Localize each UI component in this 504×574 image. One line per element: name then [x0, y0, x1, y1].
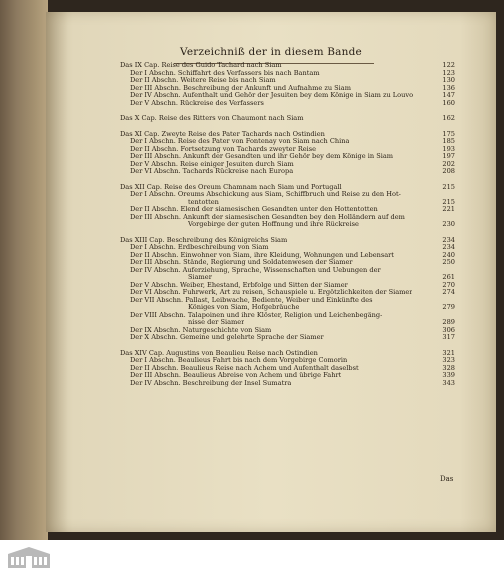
toc-gap: [120, 176, 455, 184]
toc-section: [120, 221, 455, 229]
toc-section: [120, 244, 455, 252]
toc-gap: [120, 123, 455, 131]
toc-page-number: 202: [442, 159, 455, 168]
toc-page-number: 328: [442, 363, 455, 372]
toc-entry-label: Das X Cap. Reise des Ritters von Chaumont nach Siam: [120, 115, 304, 122]
toc-section: [120, 327, 455, 335]
toc-page-number: 250: [442, 258, 455, 266]
toc-entry-label: Der V Abschn. Rückreise des Verfassers: [130, 99, 264, 107]
toc-section: [120, 153, 455, 161]
toc-entry-label: nisse der Siamer: [188, 319, 245, 326]
toc-page-number: 185: [442, 137, 455, 145]
toc-entry-label: Der IV Abschn. Aufenthalt und Gehör der Jesuiten bey dem Könige in Siam zu Louvo: [130, 92, 414, 99]
toc-page-number: 160: [442, 98, 455, 107]
toc-entry-label: Der I Abschn. Oreums Abschickung aus Siam, Schiffbruch und Reise zu den Hot-: [130, 191, 401, 198]
toc-section: [120, 334, 455, 342]
toc-section: [120, 199, 455, 207]
table-of-contents: [120, 62, 455, 387]
toc-entry-label: Der X Abschn. Gemeine und gelehrte Sprache der Siamer: [130, 334, 324, 341]
toc-entry-label: Der II Abschn. Fortsetzung von Tachards zweyter Reise: [130, 145, 317, 153]
toc-page-number: 147: [442, 91, 455, 99]
toc-entry-label: Der IV Abschn. Auferziehung, Sprache, Wissenschaften und Uebungen der: [130, 266, 381, 274]
toc-page-number: 306: [442, 325, 455, 334]
toc-section: [120, 70, 455, 78]
toc-entry-label: tentotten: [188, 198, 219, 206]
toc-entry-label: Das XI Cap. Zweyte Reise des Pater Tachards nach Ostindien: [120, 130, 325, 138]
toc-section: [120, 319, 455, 327]
toc-section: [120, 357, 455, 365]
toc-page-number: 234: [442, 235, 455, 244]
toc-entry-label: Der III Abschn. Ankunft der siamesischen Gesandten bey den Holländern auf dem: [130, 213, 405, 221]
toc-section: [120, 206, 455, 214]
toc-entry-label: Königes von Siam, Hofgebräuche: [188, 304, 300, 311]
toc-page-number: 175: [442, 129, 455, 138]
book-spine: [0, 0, 48, 540]
toc-section: [120, 267, 455, 275]
toc-section: [120, 304, 455, 312]
toc-entry-label: Siamer: [188, 274, 212, 281]
toc-section: [120, 214, 455, 222]
toc-section: [120, 274, 455, 282]
toc-page-number: 289: [442, 318, 455, 326]
toc-chapter: [120, 184, 455, 192]
footer-bar: [0, 540, 504, 574]
toc-section: [120, 85, 455, 93]
toc-entry-label: Das XIV Cap. Augustins von Beaulieu Reise nach Ostindien: [120, 349, 318, 357]
toc-section: [120, 289, 455, 297]
toc-entry-label: Der VII Abschn. Pallast, Leibwache, Bediente, Weiber und Einkünfte des: [130, 296, 373, 304]
toc-gap: [120, 229, 455, 237]
toc-page-number: 215: [442, 182, 455, 191]
toc-section: [120, 372, 455, 380]
toc-entry-label: Der III Abschn. Stände, Regierung und Soldatenwesen der Siamer: [130, 259, 353, 266]
toc-page-number: 339: [442, 371, 455, 379]
toc-chapter: [120, 115, 455, 123]
toc-section: [120, 365, 455, 373]
toc-page-number: 208: [442, 167, 455, 175]
toc-entry-label: Der I Abschn. Beaulieus Fahrt bis nach dem Vorgebirge Comorin: [130, 357, 348, 364]
page-title: Verzeichniß der in diesem Bande: [180, 46, 362, 58]
toc-entry-label: Der VI Abschn. Fuhrwerk, Art zu reisen, Schauspiele u. Ergötzlichkeiten der Siamer: [130, 289, 413, 296]
toc-page-number: 123: [442, 68, 455, 77]
toc-page-number: 261: [442, 273, 455, 281]
toc-section: [120, 161, 455, 169]
toc-section: [120, 138, 455, 146]
toc-entry-label: Der VIII Abschn. Talapoinen und ihre Klöster, Religion und Leichenbegäng-: [130, 311, 383, 319]
toc-chapter: [120, 62, 455, 70]
toc-page-number: 197: [442, 152, 455, 160]
toc-chapter: [120, 131, 455, 139]
page-gutter-shadow: [46, 12, 68, 532]
toc-entry-label: Das IX Cap. Reise des Guido Tachard nach Siam: [120, 62, 282, 69]
toc-section: [120, 380, 455, 388]
toc-entry-label: Der IV Abschn. Beschreibung der Insel Sumatra: [130, 379, 292, 387]
toc-page-number: 122: [442, 61, 455, 69]
toc-section: [120, 297, 455, 305]
toc-page-number: 321: [442, 348, 455, 357]
toc-entry-label: Der II Abschn. Weitere Reise bis nach Siam: [130, 77, 276, 84]
toc-page-number: 221: [442, 205, 455, 213]
toc-entry-label: Der II Abschn. Elend der siamesischen Gesandten unter den Hottentotten: [130, 206, 378, 213]
toc-entry-label: Der III Abschn. Ankunft der Gesandten und ihr Gehör bey dem Könige in Siam: [130, 153, 394, 160]
toc-entry-label: Der I Abschn. Reise des Pater von Fontenay von Siam nach China: [130, 138, 350, 145]
toc-section: [120, 259, 455, 267]
toc-entry-label: Der I Abschn. Schiffahrt des Verfassers bis nach Bantam: [130, 69, 320, 77]
toc-section: [120, 100, 455, 108]
toc-page-number: 136: [442, 83, 455, 92]
toc-entry-label: Der II Abschn. Beaulieus Reise nach Achem und Aufenthalt daselbst: [130, 364, 359, 372]
toc-page-number: 323: [442, 356, 455, 364]
toc-section: [120, 252, 455, 260]
toc-section: [120, 191, 455, 199]
toc-chapter: [120, 237, 455, 245]
toc-entry-label: Der V Abschn. Reise einiger Jesuiten durch Siam: [130, 160, 294, 168]
toc-entry-label: Der III Abschn. Beaulieus Abreise von Achem und übrige Fahrt: [130, 372, 342, 379]
toc-section: [120, 282, 455, 290]
library-logo-icon: [6, 545, 52, 571]
toc-entry-label: Der VI Abschn. Tachards Rückreise nach Europa: [130, 168, 294, 175]
toc-section: [120, 77, 455, 85]
toc-page-number: 270: [442, 280, 455, 289]
toc-section: [120, 312, 455, 320]
toc-entry-label: Vorgebirge der guten Hoffnung und ihre Rückreise: [188, 221, 359, 228]
toc-chapter: [120, 350, 455, 358]
toc-entry-label: Das XII Cap. Reise des Oreum Chamnam nach Siam und Portugall: [120, 183, 342, 191]
toc-entry-label: Der V Abschn. Weiber, Ehestand, Erbfolge und Sitten der Siamer: [130, 281, 348, 289]
toc-gap: [120, 342, 455, 350]
toc-page-number: 240: [442, 250, 455, 259]
toc-page-number: 130: [442, 76, 455, 84]
toc-page-number: 317: [442, 333, 455, 341]
toc-page-number: 274: [442, 288, 455, 296]
toc-entry-label: Das XIII Cap. Beschreibung des Königreichs Siam: [120, 236, 288, 244]
toc-page-number: 230: [442, 220, 455, 228]
toc-entry-label: Der I Abschn. Erdbeschreibung von Siam: [130, 244, 269, 251]
toc-section: [120, 168, 455, 176]
toc-page-number: 343: [442, 378, 455, 387]
toc-gap: [120, 107, 455, 115]
toc-entry-label: Der IX Abschn. Naturgeschichte von Siam: [130, 326, 272, 334]
toc-page-number: 193: [442, 144, 455, 153]
toc-page-number: 215: [442, 197, 455, 206]
toc-page-number: 279: [442, 303, 455, 311]
toc-entry-label: Der II Abschn. Einwohner von Siam, ihre Kleidung, Wohnungen und Lebensart: [130, 251, 394, 259]
toc-section: [120, 146, 455, 154]
toc-page-number: 162: [442, 114, 455, 122]
toc-entry-label: Der III Abschn. Beschreibung der Ankunft und Aufnahme zu Siam: [130, 84, 351, 92]
catchword: Das: [440, 475, 454, 483]
toc-page-number: 234: [442, 243, 455, 251]
toc-section: [120, 92, 455, 100]
